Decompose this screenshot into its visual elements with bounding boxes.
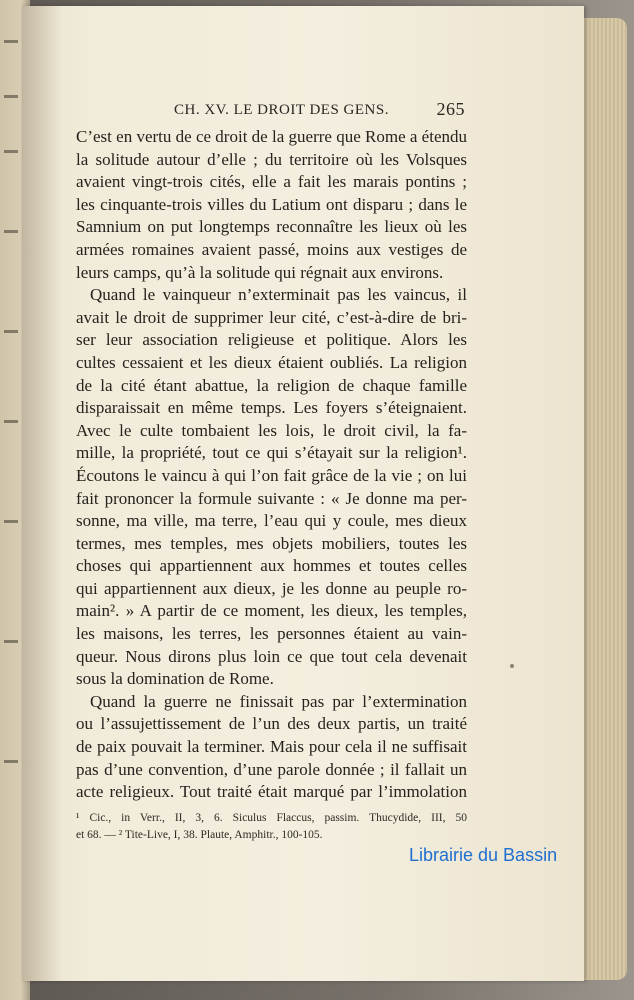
- text-line: leurs camps, qu’à la solitude qui régnait aux environs.: [76, 262, 444, 282]
- text-line: avait le droit de supprimer leur cité, c’est-à-dire de bri-: [76, 307, 467, 327]
- text-line: main². » A partir de ce moment, les dieux, les temples,: [76, 601, 467, 621]
- text-line: mille, la propriété, tout ce qui s’étayait sur la religion¹.: [76, 443, 467, 463]
- text-line: ou l’assujettissement de l’un des deux partis, un traité: [76, 714, 467, 734]
- text-line: ser leur association religieuse et politique. Alors les: [76, 330, 467, 350]
- text-line: cultes cessaient et les dieux étaient oubliés. La religion: [76, 352, 467, 372]
- gutter-shadow: [22, 6, 62, 981]
- text-line: armées romaines avaient passé, moins aux vestiges de: [76, 239, 467, 259]
- text-line: les maisons, les terres, les personnes étaient au vain-: [76, 624, 467, 644]
- text-line: de la cité étant abattue, la religion de chaque famille: [76, 375, 467, 395]
- text-line: Écoutons le vaincu à qui l’on fait grâce de la vie ; on lui: [76, 465, 467, 485]
- paper-speck: [510, 664, 514, 668]
- text-line: Avec le culte tombaient les lois, le droit civil, la fa-: [76, 420, 467, 440]
- text-line: la solitude autour d’elle ; du territoire où les Volsques: [76, 149, 467, 169]
- text-line: pas d’une convention, d’une parole donnée ; il fallait un: [76, 759, 467, 779]
- text-line: Quand le vainqueur n’exterminait pas les vaincus, il: [90, 285, 467, 305]
- text-line: Quand la guerre ne finissait pas par l’extermination: [90, 691, 467, 711]
- text-line: avaient vingt-trois cités, elle a fait les marais pontins ;: [76, 172, 467, 192]
- footnote-line: ¹ Cic., in Verr., II, 3, 6. Siculus Flaccus, passim. Thucydide, III, 50: [76, 812, 467, 824]
- text-line: termes, mes temples, mes objets mobiliers, toutes les: [76, 533, 467, 553]
- text-line: acte religieux. Tout traité était marqué par l’immolation: [76, 782, 467, 802]
- running-title: CH. XV. LE DROIT DES GENS.: [174, 102, 389, 118]
- text-line: disparaissait en même temps. Les foyers s’éteignaient.: [76, 398, 467, 418]
- running-header: [170, 99, 470, 124]
- text-line: les cinquante-trois villes du Latium ont disparu ; dans le: [76, 194, 467, 214]
- text-line: choses qui appartiennent aux hommes et toutes celles: [76, 556, 467, 576]
- footnote-line: et 68. — ² Tite-Live, I, 38. Plaute, Amphitr., 100-105.: [76, 829, 323, 841]
- page-number: 265: [436, 99, 465, 119]
- footnotes: [76, 810, 467, 844]
- text-line: queur. Nous dirons plus loin ce que tout cela devenait: [76, 646, 467, 666]
- text-line: sonne, ma ville, ma terre, l’eau qui y coule, mes dieux: [76, 511, 467, 531]
- text-line: Samnium on put longtemps reconnaître les lieux où les: [76, 217, 467, 237]
- text-line: de paix pouvait la terminer. Mais pour cela il ne suffisait: [76, 737, 467, 757]
- text-line: fait prononcer la formule suivante : « Je donne ma per-: [76, 488, 467, 508]
- body-text: [76, 126, 467, 804]
- watermark: Librairie du Bassin: [409, 845, 558, 865]
- text-line: sous la domination de Rome.: [76, 669, 274, 689]
- text-line: qui appartiennent aux dieux, je les donne au peuple ro-: [76, 578, 467, 598]
- text-line: C’est en vertu de ce droit de la guerre que Rome a étendu: [76, 127, 467, 146]
